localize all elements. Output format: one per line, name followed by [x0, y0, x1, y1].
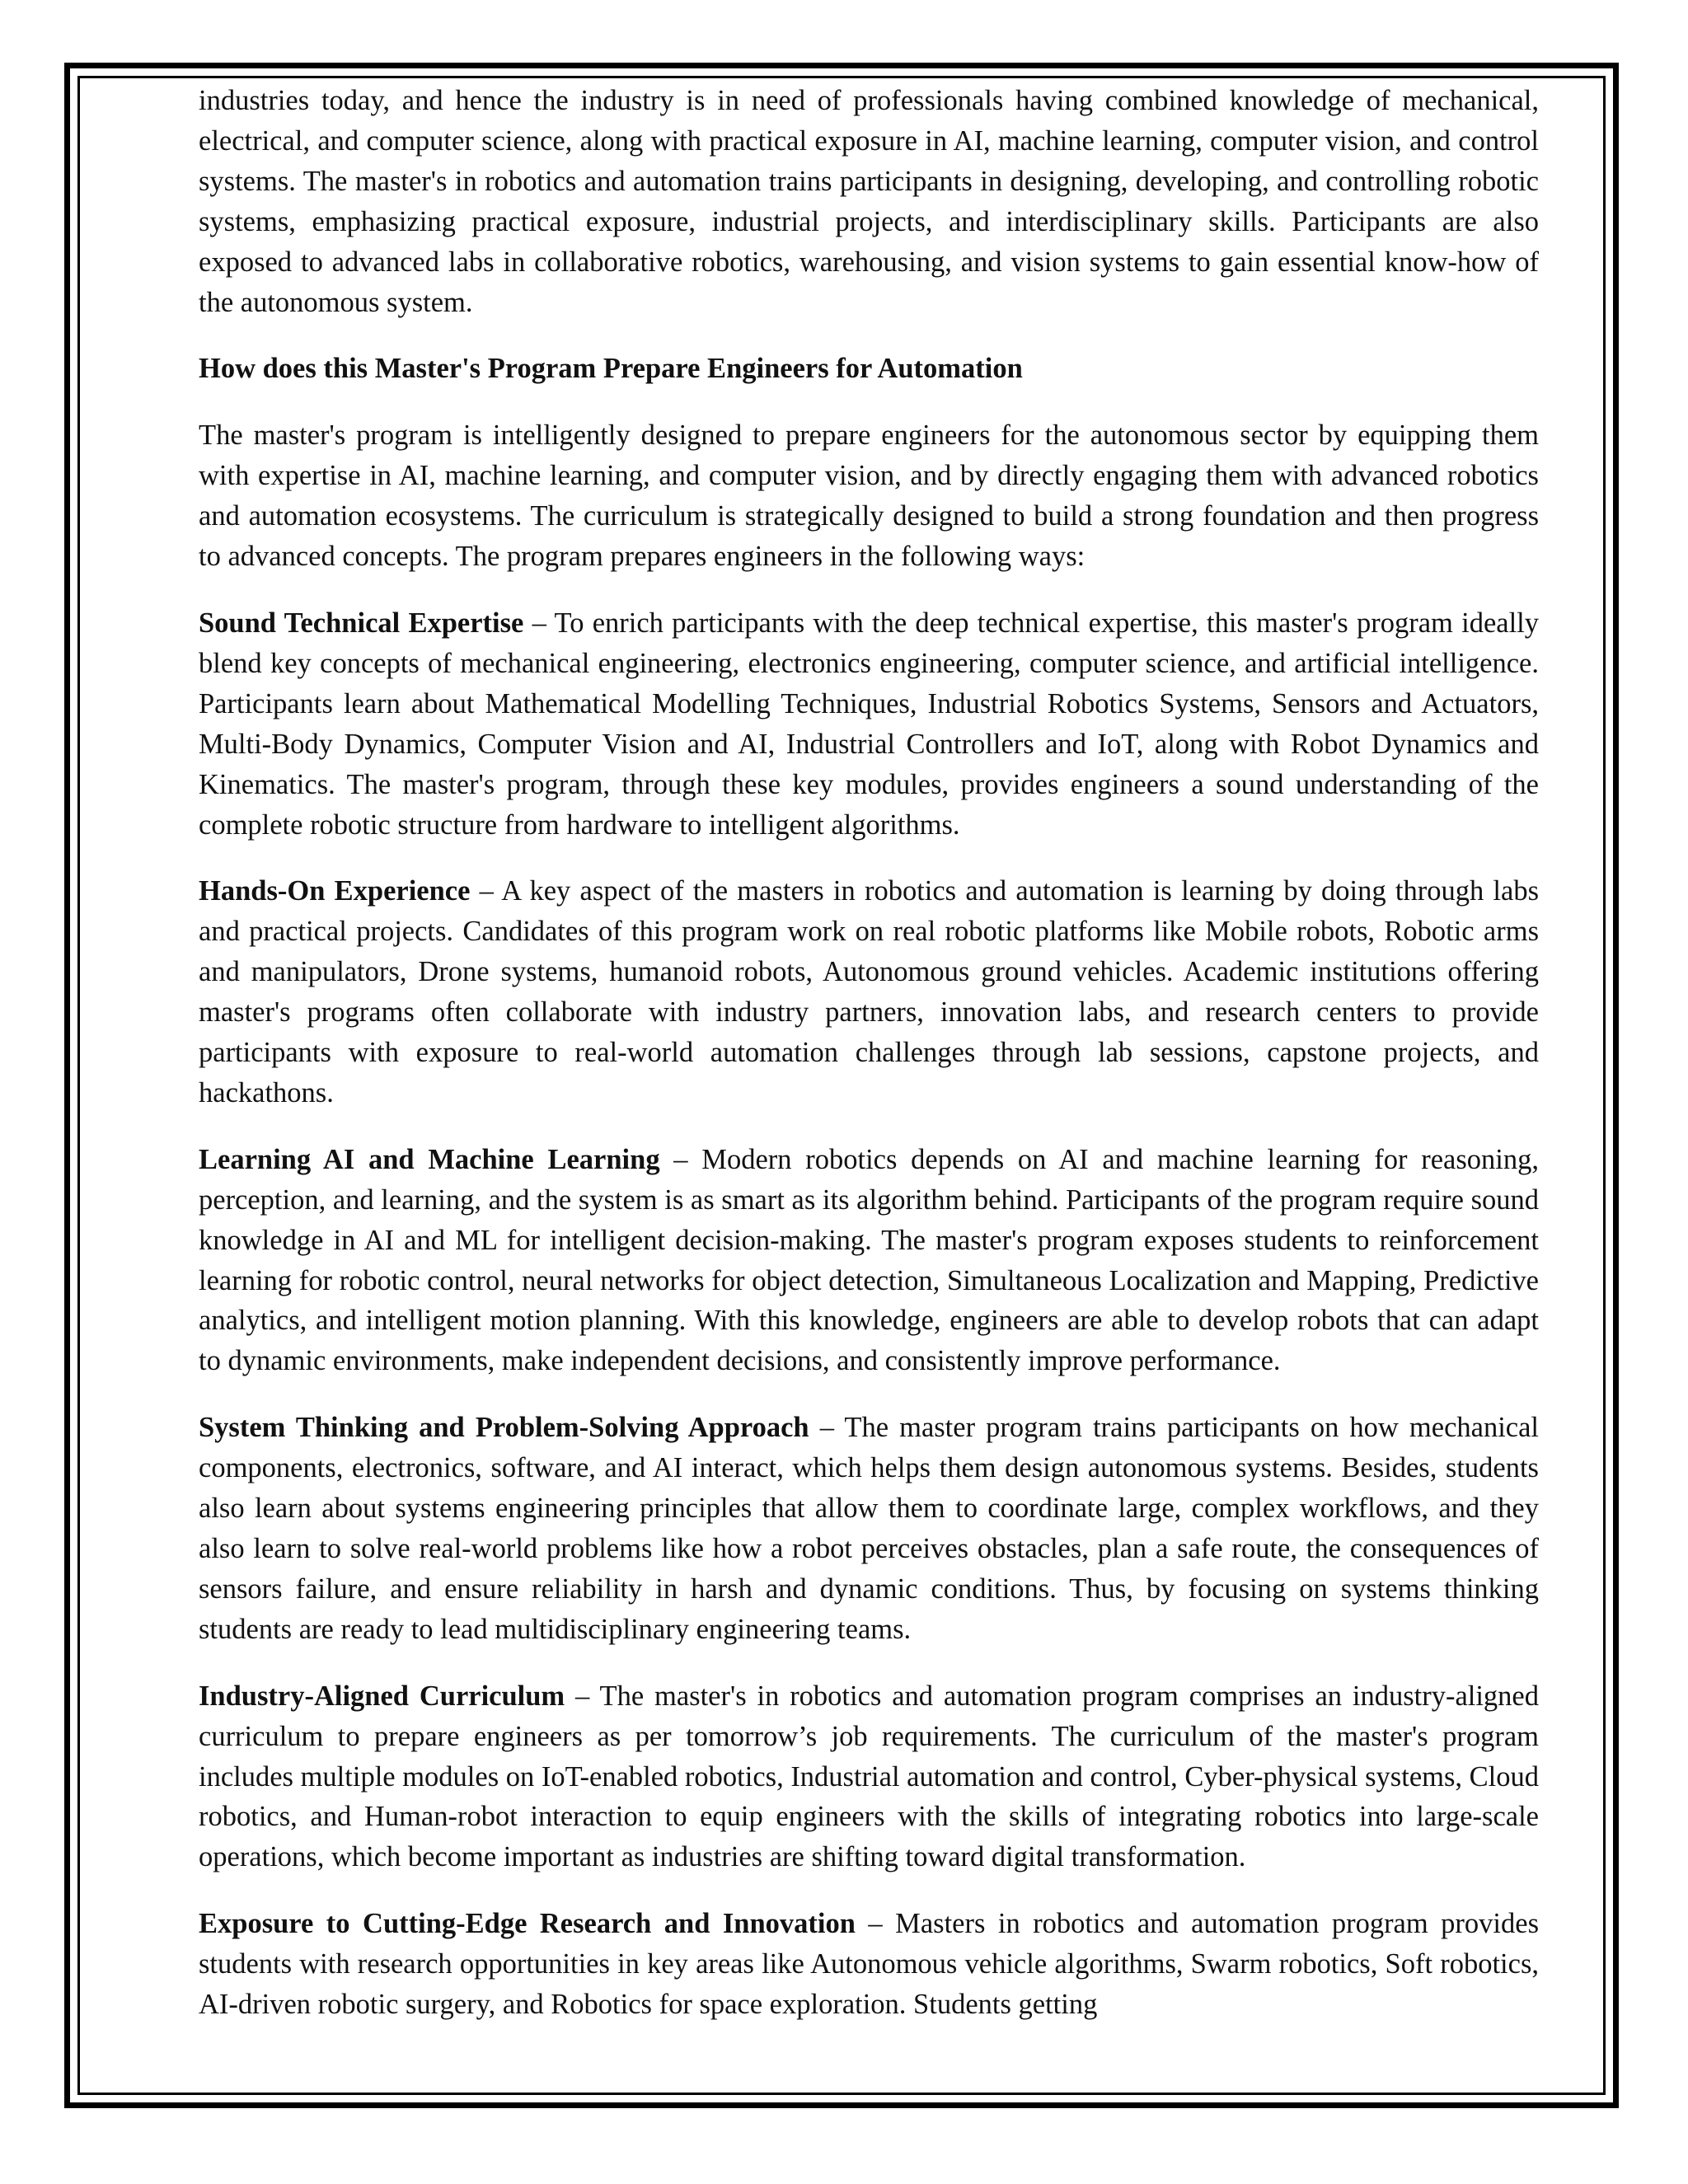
section-technical-expertise: [199, 603, 1539, 845]
section-text: – Masters in robotics and automation program provides students with research opportunities in key areas like Autonomous vehicle algorithms, Swarm robotics, Soft robotics, AI-driven robotic surgery, and Robotics for space exploration. Students getting: [199, 1908, 1539, 2021]
section-text: – The master program trains participants on how mechanical components, electronics, software, and AI interact, which helps them design autonomous systems. Besides, students also learn about systems engineering principles that allow them to coordinate large, complex workflows, and they also learn to solve real-world problems like how a robot perceives obstacles, plan a safe route, the consequences of sensors failure, and ensure reliability in harsh and dynamic conditions. Thus, by focusing on systems thinking students are ready to lead multidisciplinary engineering teams.: [199, 1412, 1539, 1645]
section-title: Hands-On Experience: [199, 875, 471, 907]
section-title: Exposure to Cutting-Edge Research and Innovation: [199, 1908, 856, 1940]
section-hands-on-experience: [199, 871, 1539, 1113]
intro-paragraph: industries today, and hence the industry is in need of professionals having combined knowledge of mechanical, electrical, and computer science, along with practical exposure in AI, machine learning, computer vision, and control systems. The master's in robotics and automation trains participants in designing, developing, and controlling robotic systems, emphasizing practical exposure, industrial projects, and interdisciplinary skills. Participants are also exposed to advanced labs in collaborative robotics, warehousing, and vision systems to gain essential know-how of the autonomous system.: [199, 85, 1539, 318]
section-text: – To enrich participants with the deep technical expertise, this master's program ideally blend key concepts of mechanical engineering, electronics engineering, computer science, and artificial intelligence. Participants learn about Mathematical Modelling Techniques, Industrial Robotics Systems, Sensors and Actuators, Multi-Body Dynamics, Computer Vision and AI, Industrial Controllers and IoT, along with Robot Dynamics and Kinematics. The master's program, through these key modules, provides engineers a sound understanding of the complete robotic structure from hardware to intelligent algorithms.: [199, 607, 1539, 841]
section-text: – Modern robotics depends on AI and machine learning for reasoning, perception, and learning, and the system is as smart as its algorithm behind. Participants of the program require sound knowledge in AI and ML for intelligent decision-making. The master's program exposes students to reinforcement learning for robotic control, neural networks for object detection, Simultaneous Localization and Mapping, Predictive analytics, and intelligent motion planning. With this knowledge, engineers are able to develop robots that can adapt to dynamic environments, make independent decisions, and consistently improve performance.: [199, 1143, 1539, 1377]
section-system-thinking: [199, 1408, 1539, 1649]
section-industry-curriculum: [199, 1676, 1539, 1878]
section-title: Learning AI and Machine Learning: [199, 1143, 660, 1175]
section-title: Sound Technical Expertise: [199, 607, 524, 639]
overview-paragraph: The master's program is intelligently designed to prepare engineers for the autonomous sector by equipping them with expertise in AI, machine learning, and computer vision, and by directly engaging them with advanced robotics and automation ecosystems. The curriculum is strategically designed to build a strong foundation and then progress to advanced concepts. The program prepares engineers in the following ways:: [199, 419, 1539, 573]
section-title: System Thinking and Problem-Solving Approach: [199, 1412, 809, 1444]
section-title: Industry-Aligned Curriculum: [199, 1680, 565, 1712]
section-text: – The master's in robotics and automation program comprises an industry-aligned curriculum to prepare engineers as per tomorrow’s job requirements. The curriculum of the master's program includes multiple modules on IoT-enabled robotics, Industrial automation and control, Cyber-physical systems, Cloud robotics, and Human-robot interaction to equip engineers with the skills of integrating robotics into large-scale operations, which become important as industries are shifting toward digital transformation.: [199, 1680, 1539, 1873]
section-text: – A key aspect of the masters in robotics and automation is learning by doing through labs and practical projects. Candidates of this program work on real robotic platforms like Mobile robots, Robotic arms and manipulators, Drone systems, humanoid robots, Autonomous ground vehicles. Academic institutions offering master's programs often collaborate with industry partners, innovation labs, and research centers to provide participants with exposure to real-world automation challenges through lab sessions, capstone projects, and hackathons.: [199, 875, 1539, 1108]
section-ai-ml: [199, 1140, 1539, 1381]
section-heading: How does this Master's Program Prepare Engineers for Automation: [199, 353, 1023, 385]
section-research-innovation: [199, 1904, 1539, 2025]
document-body: [199, 81, 1539, 2100]
